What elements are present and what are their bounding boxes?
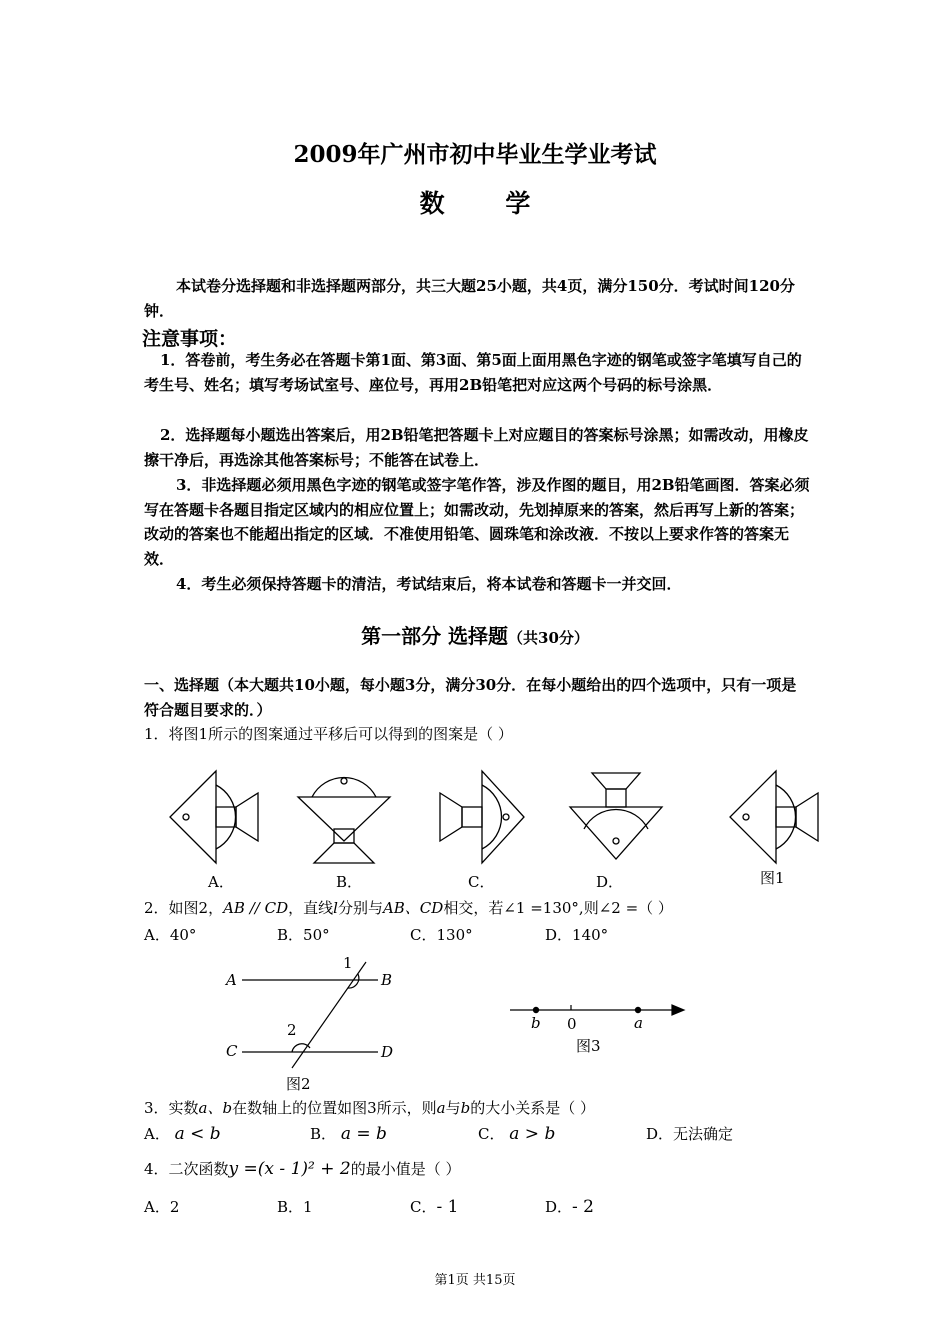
q3-var-b: b [460,1099,471,1117]
q2-line-l: l [333,899,338,917]
q3-option-B-expr: a = b [340,1124,387,1144]
q4-option-D-value: - 2 [572,1197,594,1217]
q2-option-B: B．50° [277,926,330,944]
fig3-label-0: 0 [567,1015,577,1033]
q4-option-D: D．- 2 [545,1197,594,1217]
q2-option-D: D．140° [545,926,609,944]
q1-label-fig1: 图1 [760,869,785,887]
angle-2-arc [292,1044,310,1052]
q4-prefix: 4．二次函数 [144,1160,229,1178]
fig2-point-C: C [226,1042,238,1060]
fig3-caption: 图3 [576,1037,601,1055]
q3-mid: 在数轴上的位置如图3所示，则 [232,1099,437,1117]
q3-option-A: A． a < b [144,1124,221,1144]
question-3-text [144,1096,595,1120]
section-instructions: 一、选择题（本大题共10小题，每小题3分，满分30分．在每小题给出的四个选项中，只有一项是符合题目要求的．） [144,676,797,719]
q1-figure-1 [726,767,826,867]
q1-figure-D [566,767,666,867]
q3-option-A-expr: a < b [174,1124,221,1144]
q1-label-B: B． [336,873,363,891]
axis-arrow [672,1005,684,1015]
fig2-caption: 图2 [286,1075,311,1093]
fig2-angle-1: 1 [343,954,353,972]
q4-expression: y =(x - 1)² + 2 [228,1159,351,1179]
figure-2-diagram [240,960,440,1070]
question-1-text: 1．将图1所示的图案通过平移后可以得到的图案是（ ） [144,725,513,743]
q4-option-A: A．2 [144,1198,180,1216]
point-b [533,1007,538,1012]
fig2-point-B: B [381,971,393,989]
question-4-text [144,1157,460,1181]
section-title-text: 第一部分 选择题 [361,624,509,648]
q2-mid1: ，直线 [288,899,334,917]
question-2-text [144,896,673,920]
fig2-point-D: D [381,1043,394,1061]
q3-option-D: D．无法确定 [646,1125,734,1143]
q3-suffix: 的大小关系是（ ） [470,1099,595,1117]
q2-mid3: 相交，若 [443,899,504,917]
notice-item-1: 1．答卷前，考生务必在答题卡第1面、第3面、第5面上面用黑色字迹的钢笔或签字笔填写自己的考生号、姓名；填写考场试室号、座位号，再用2B铅笔把对应这两个号码的标号涂黑． [144,351,802,394]
q1-label-A: A． [208,873,234,891]
fig3-label-b: b [531,1014,541,1032]
q3-with: 与 [445,1099,461,1117]
section-points: （共30分） [508,629,589,647]
q4-suffix: 的最小值是（ ） [350,1160,461,1178]
q3-option-B: B． a = b [310,1124,387,1144]
q3-prefix: 3．实数 [144,1099,199,1117]
exam-title: 2009年广州市初中毕业生学业考试 [293,141,657,168]
q3-option-C: C． a > b [478,1124,556,1144]
q2-lines: AB、CD [382,899,444,917]
q2-angle-condition: ∠1 =130° [503,899,579,917]
q3-vars: a、b [198,1099,233,1117]
fig2-point-A: A [226,971,237,989]
q1-figure-A [166,767,266,867]
q4-option-C: C．- 1 [410,1197,459,1217]
page-footer: 第1页 共15页 [434,1273,516,1288]
q2-option-A: A．40° [144,926,197,944]
subject-title: 数 学 [419,189,557,218]
notice-item-3: 3．非选择题必须用黑色字迹的钢笔或签字笔作答，涉及作图的题目，用2B铅笔画图．答案必须写在答题卡各题目指定区域内的相应位置上；如需改动，先划掉原来的答案，然后再写上新的答案；改动的答案也不能超出指定的区域．不准使用铅笔、圆珠笔和涂改液．不按以上要求作答的答案无效． [144,476,810,568]
notice-item-2: 2．选择题每小题选出答案后，用2B铅笔把答题卡上对应题目的答案标号涂黑；如需改动，用橡皮擦干净后，再选涂其他答案标号；不能答在试卷上． [144,426,809,469]
notice-heading: 注意事项： [142,328,238,350]
q1-label-D: D． [596,873,624,891]
notice-item-4: 4．考生必须保持答题卡的清洁，考试结束后，将本试卷和答题卡一并交回． [176,575,682,593]
q3-option-C-expr: a > b [509,1124,556,1144]
q4-option-C-value: - 1 [436,1197,459,1217]
q4-option-B: B．1 [277,1198,313,1216]
q1-label-C: C． [468,873,495,891]
section-title [0,620,950,649]
q1-figure-C [432,767,532,867]
q2-parallel-condition: AB // CD [223,899,289,917]
q1-figure-B [294,767,394,867]
q3-var-a: a [436,1099,446,1117]
q2-suffix: ,则∠2 =（ ） [578,899,673,917]
q2-prefix: 2．如图2， [144,899,224,917]
point-a [635,1007,640,1012]
fig3-label-a: a [634,1014,643,1032]
q2-option-C: C．130° [410,926,473,944]
q2-mid2: 分别与 [337,899,383,917]
intro-paragraph: 本试卷分选择题和非选择题两部分，共三大题25小题，共4页，满分150分．考试时间120分钟． [144,277,795,320]
fig2-angle-2: 2 [287,1021,297,1039]
